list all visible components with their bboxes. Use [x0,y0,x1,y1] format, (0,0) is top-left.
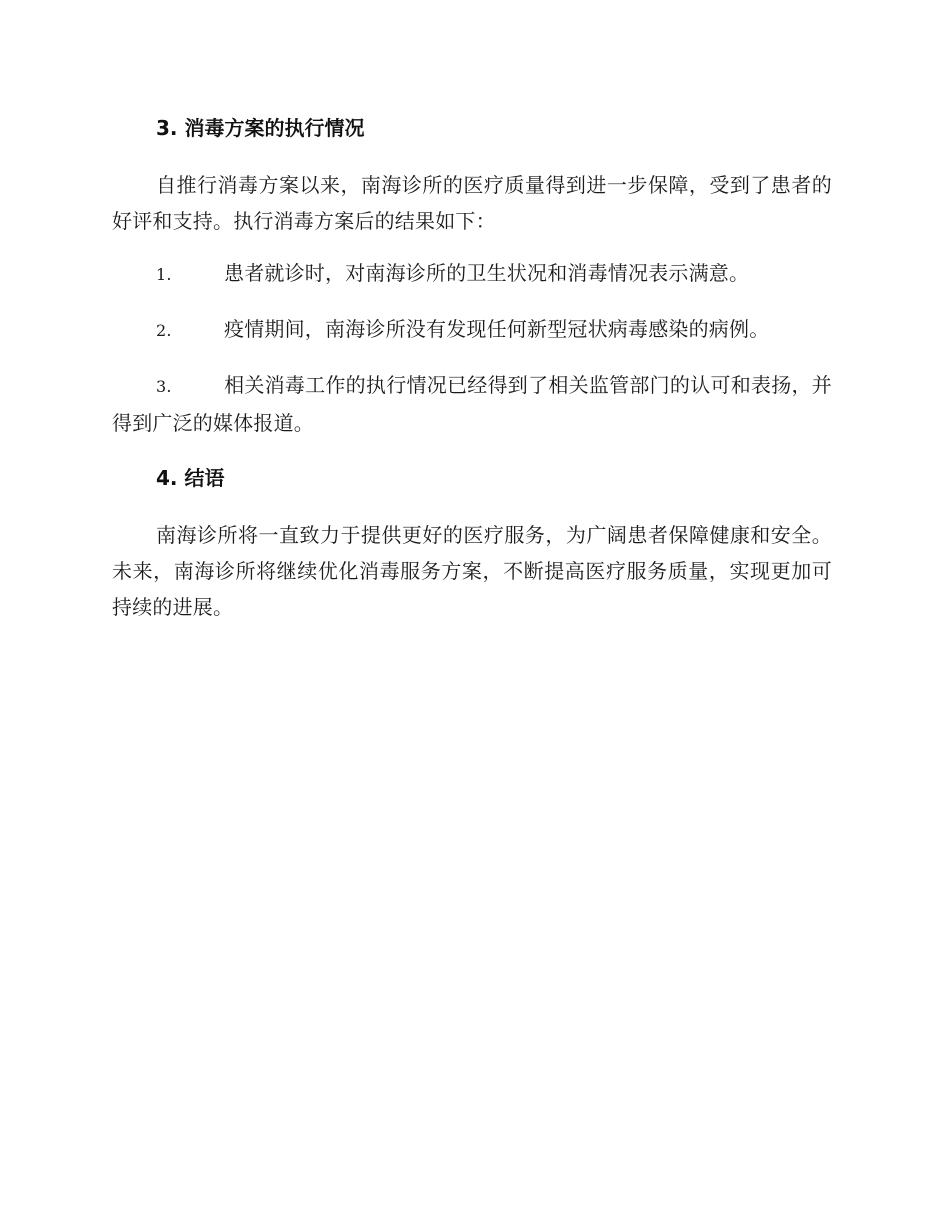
document-content [112,113,832,641]
list-item-3 [112,367,832,441]
list-item-3-text: 相关消毒工作的执行情况已经得到了相关监管部门的认可和表扬，并得到广泛的媒体报道。 [112,373,832,435]
list-item-2-number: 2. [156,321,172,340]
section-3-intro: 自推行消毒方案以来，南海诊所的医疗质量得到进一步保障，受到了患者的好评和支持。执行消毒方案后的结果如下： [112,173,832,233]
section-4-heading: 4. 结语 [156,466,225,490]
list-item-2 [112,311,832,349]
list-item-2-text: 疫情期间，南海诊所没有发现任何新型冠状病毒感染的病例。 [224,317,770,341]
list-item-1-text: 患者就诊时，对南海诊所的卫生状况和消毒情况表示满意。 [224,261,750,285]
list-item-3-number: 3. [156,377,172,396]
list-item-1 [112,255,832,293]
list-item-1-number: 1. [156,265,172,284]
section-3-heading: 3. 消毒方案的执行情况 [156,116,365,140]
section-4-body: 南海诊所将一直致力于提供更好的医疗服务，为广阔患者保障健康和安全。未来，南海诊所将继续优化消毒服务方案，不断提高医疗服务质量，实现更加可持续的进展。 [112,523,832,619]
